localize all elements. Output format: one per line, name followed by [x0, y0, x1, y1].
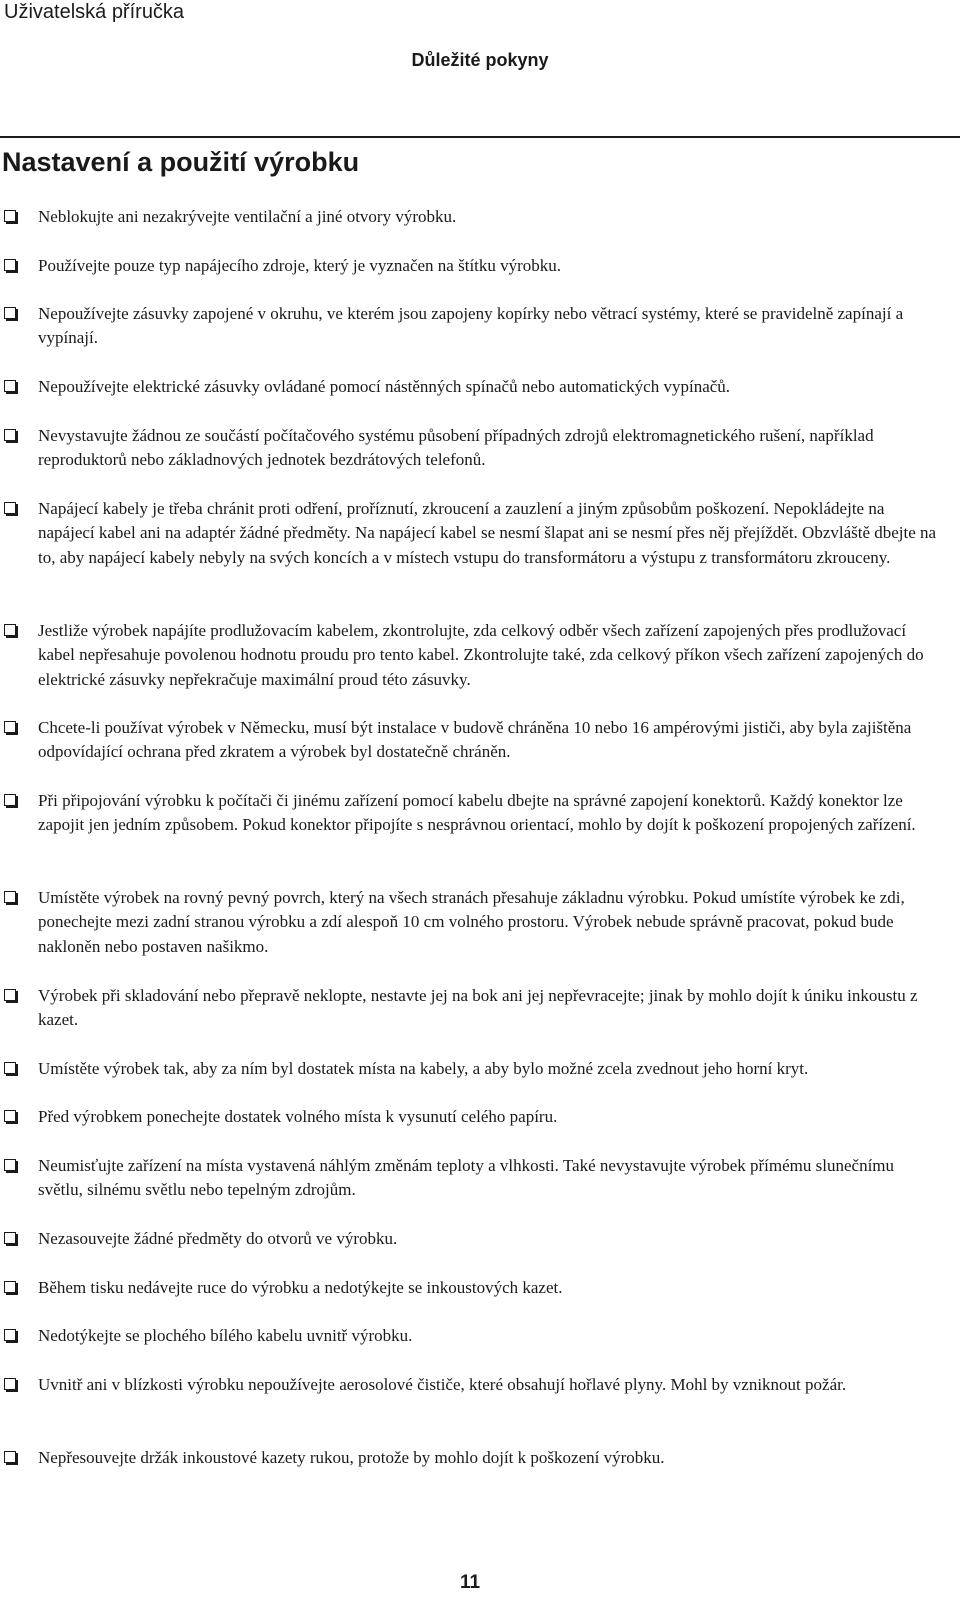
- checkbox-bullet-icon: [4, 1062, 16, 1074]
- list-item-text: Chcete-li používat výrobek v Německu, musí být instalace v budově chráněna 10 nebo 16 ampérovými jističi, aby byla zajištěna odpovídající ochrana před zkratem a výrobek byl dostatečně chráněn.: [38, 718, 912, 762]
- list-item-text: Nepřesouvejte držák inkoustové kazety rukou, protože by mohlo dojít k poškození výrobku.: [38, 1448, 665, 1467]
- checkbox-bullet-icon: [4, 794, 16, 806]
- section-title: Nastavení a použití výrobku: [2, 147, 360, 177]
- list-item-text: Uvnitř ani v blízkosti výrobku nepoužívejte aerosolové čističe, které obsahují hořlavé plyny. Mohl by vzniknout požár.: [38, 1375, 847, 1394]
- header-divider: [0, 136, 960, 138]
- checkbox-bullet-icon: [4, 307, 16, 319]
- list-item-text: Neblokujte ani nezakrývejte ventilační a jiné otvory výrobku.: [38, 207, 457, 226]
- checkbox-bullet-icon: [4, 1110, 16, 1122]
- checkbox-bullet-icon: [4, 380, 16, 392]
- list-item-text: Nedotýkejte se plochého bílého kabelu uvnitř výrobku.: [38, 1326, 413, 1345]
- chapter-title: Důležité pokyny: [411, 50, 549, 70]
- checkbox-bullet-icon: [4, 259, 16, 271]
- checkbox-bullet-icon: [4, 624, 16, 636]
- list-item-text: Nevystavujte žádnou ze součástí počítačového systému působení případných zdrojů elektromagnetického rušení, například reproduktorů nebo základnových jednotek bezdrátových telefonů.: [38, 426, 874, 470]
- checkbox-bullet-icon: [4, 1378, 16, 1390]
- list-item-text: Nepoužívejte zásuvky zapojené v okruhu, ve kterém jsou zapojeny kopírky nebo větrací systémy, které se pravidelně zapínají a vypínají.: [38, 304, 904, 348]
- list-item-text: Před výrobkem ponechejte dostatek volného místa k vysunutí celého papíru.: [38, 1107, 558, 1126]
- list-item-text: Během tisku nedávejte ruce do výrobku a nedotýkejte se inkoustových kazet.: [38, 1278, 563, 1297]
- list-item-text: Napájecí kabely je třeba chránit proti odření, proříznutí, zkroucení a zauzlení a jiným způsobům poškození. Nepokládejte na napájecí kabel ani na adaptér žádné předměty. Na napájecí kabel se nesmí šlapat ani se nesmí přes něj přejíždět. Obzvláště dbejte na to, aby napájecí kabely nebyly na svých koncích a v místech vstupu do transformátoru a výstupu z transformátoru zkrouceny.: [38, 499, 937, 567]
- checkbox-bullet-icon: [4, 1159, 16, 1171]
- checkbox-bullet-icon: [4, 429, 16, 441]
- checkbox-bullet-icon: [4, 502, 16, 514]
- list-item-text: Používejte pouze typ napájecího zdroje, který je vyznačen na štítku výrobku.: [38, 256, 562, 275]
- checkbox-bullet-icon: [4, 891, 16, 903]
- list-item-text: Nepoužívejte elektrické zásuvky ovládané pomocí nástěnných spínačů nebo automatických vypínačů.: [38, 377, 731, 396]
- list-item-text: Při připojování výrobku k počítači či jinému zařízení pomocí kabelu dbejte na správné zapojení konektorů. Každý konektor lze zapojit jen jedním způsobem. Pokud konektor připojíte s nesprávnou orientací, mohlo by dojít k poškození propojených zařízení.: [38, 791, 916, 835]
- list-item-text: Nezasouvejte žádné předměty do otvorů ve výrobku.: [38, 1229, 398, 1248]
- page-number: 11: [459, 1572, 481, 1593]
- list-item-text: Umístěte výrobek na rovný pevný povrch, který na všech stranách přesahuje základnu výrobku. Pokud umístíte výrobek ke zdi, ponechejte mezi zadní stranou výrobku a zdí alespoň 10 cm volného prostoru. Výrobek nebude správně pracovat, pokud bude nakloněn nebo postaven našikmo.: [38, 888, 905, 956]
- list-item-text: Jestliže výrobek napájíte prodlužovacím kabelem, zkontrolujte, zda celkový odběr všech zařízení zapojených přes prodlužovací kabel nepřesahuje povolenou hodnotu proudu pro tento kabel. Zkontrolujte také, zda celkový příkon všech zařízení zapojených do elektrické zásuvky nepřekračuje maximální proud této zásuvky.: [38, 621, 924, 689]
- list-item-text: Výrobek při skladování nebo přepravě neklopte, nestavte jej na bok ani jej nepřevracejte; jinak by mohlo dojít k úniku inkoustu z kazet.: [38, 986, 918, 1030]
- guide-title: Uživatelská příručka: [4, 1, 185, 23]
- list-item-text: Umístěte výrobek tak, aby za ním byl dostatek místa na kabely, a aby bylo možné zcela zvednout jeho horní kryt.: [38, 1059, 809, 1078]
- checkbox-bullet-icon: [4, 1451, 16, 1463]
- checkbox-bullet-icon: [4, 721, 16, 733]
- list-item-text: Neumisťujte zařízení na místa vystavená náhlým změnám teploty a vlhkosti. Také nevystavujte výrobek přímému slunečnímu světlu, silnému světlu nebo tepelným zdrojům.: [38, 1156, 895, 1200]
- checkbox-bullet-icon: [4, 1281, 16, 1293]
- checkbox-bullet-icon: [4, 989, 16, 1001]
- checkbox-bullet-icon: [4, 1232, 16, 1244]
- checkbox-bullet-icon: [4, 210, 16, 222]
- checkbox-bullet-icon: [4, 1329, 16, 1341]
